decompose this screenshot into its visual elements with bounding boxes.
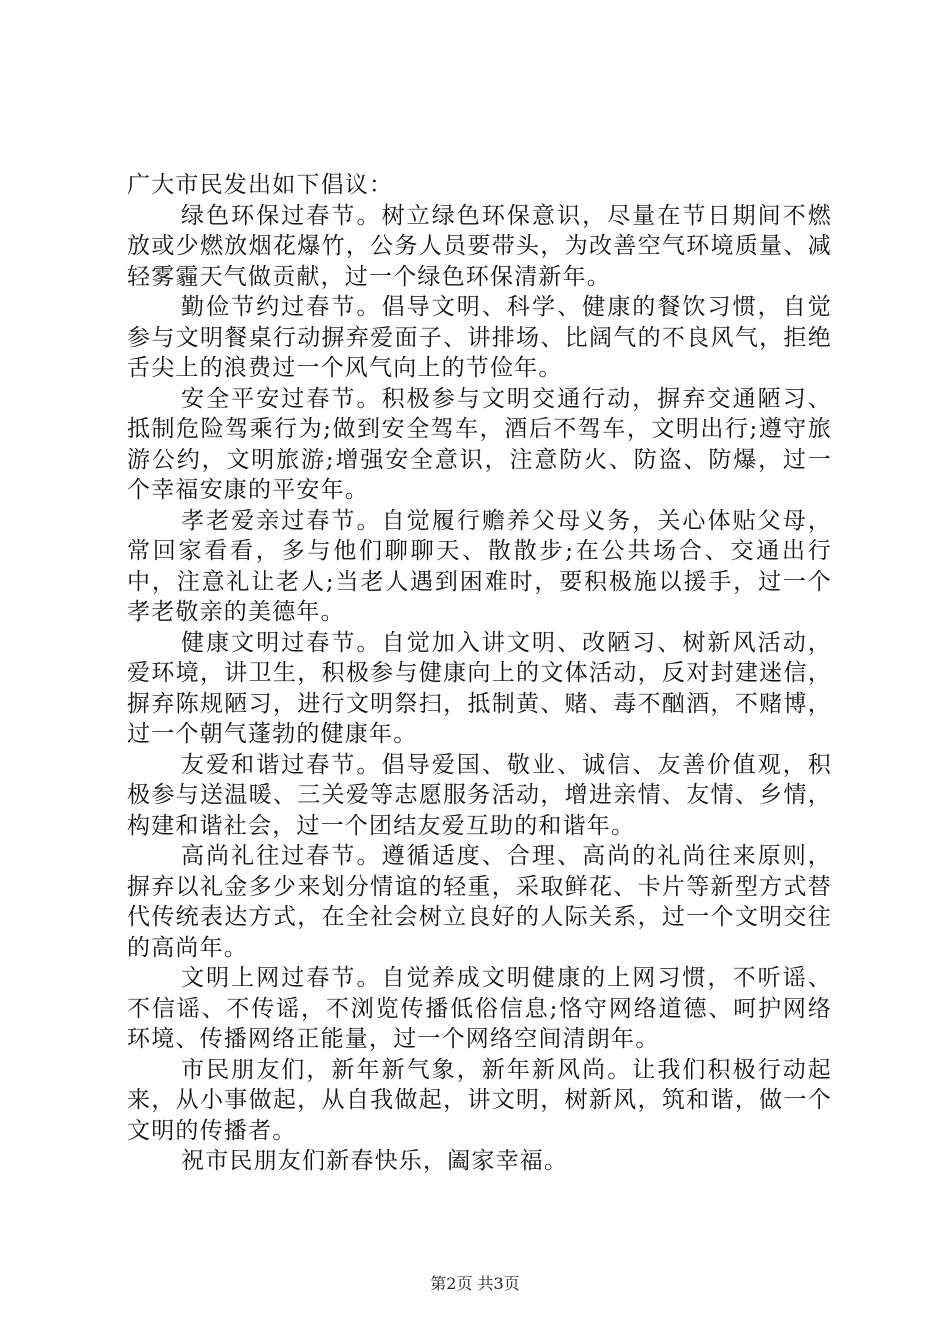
paragraph-call-to-action: 市民朋友们，新年新气象，新年新风尚。让我们积极行动起来，从小事做起，从自我做起，讲文明，树新风，筑和谐，做一个文明的传播者。 <box>127 1056 832 1144</box>
paragraph-closing-wish: 祝市民朋友们新春快乐，阖家幸福。 <box>181 1148 569 1174</box>
paragraph-online-spring-festival: 文明上网过春节。自觉养成文明健康的上网习惯，不听谣、不信谣、不传谣，不浏览传播低俗信息;恪守网络道德、呵护网络环境、传播网络正能量，过一个网络空间清朗年。 <box>127 965 832 1052</box>
paragraph-intro: 广大市民发出如下倡议： <box>127 172 394 198</box>
paragraph-filial-spring-festival: 孝老爱亲过春节。自觉履行赡养父母义务，关心体贴父母，常回家看看，多与他们聊聊天、散散步;在公共场合、交通出行中，注意礼让老人;当老人遇到困难时，要积极施以援手，过一个孝老敬亲的美德年。 <box>127 507 832 625</box>
paragraph-frugal-spring-festival: 勤俭节约过春节。倡导文明、科学、健康的餐饮习惯，自觉参与文明餐桌行动摒弃爱面子、讲排场、比阔气的不良风气，拒绝舌尖上的浪费过一个风气向上的节俭年。 <box>127 294 832 381</box>
paragraph-green-spring-festival: 绿色环保过春节。树立绿色环保意识，尽量在节日期间不燃放或少燃放烟花爆竹，公务人员要带头，为改善空气环境质量、减轻雾霾天气做贡献，过一个绿色环保清新年。 <box>127 202 832 290</box>
paragraph-harmonious-spring-festival: 友爱和谐过春节。倡导爱国、敬业、诚信、友善价值观，积极参与送温暖、三关爱等志愿服务活动，增进亲情、友情、乡情，构建和谐社会，过一个团结友爱互助的和谐年。 <box>127 751 832 839</box>
paragraph-courteous-spring-festival: 高尚礼往过春节。遵循适度、合理、高尚的礼尚往来原则，摒弃以礼金多少来划分情谊的轻重，采取鲜花、卡片等新型方式替代传统表达方式，在全社会树立良好的人际关系，过一个文明交往的高尚年。 <box>127 843 832 961</box>
page-footer: 第2页 共3页 <box>430 1274 520 1293</box>
paragraph-safe-spring-festival: 安全平安过春节。积极参与文明交通行动，摒弃交通陋习、抵制危险驾乘行为;做到安全驾车，酒后不驾车，文明出行;遵守旅游公约，文明旅游;增强安全意识，注意防火、防盗、防爆，过一个幸福安康的平安年。 <box>127 385 832 503</box>
paragraph-healthy-spring-festival: 健康文明过春节。自觉加入讲文明、改陋习、树新风活动，爱环境，讲卫生，积极参与健康向上的文体活动，反对封建迷信，摒弃陈规陋习，进行文明祭扫，抵制黄、赌、毒不酗酒，不赌博，过一个朝气蓬勃的健康年。 <box>127 629 832 747</box>
document-body <box>127 170 832 1177</box>
